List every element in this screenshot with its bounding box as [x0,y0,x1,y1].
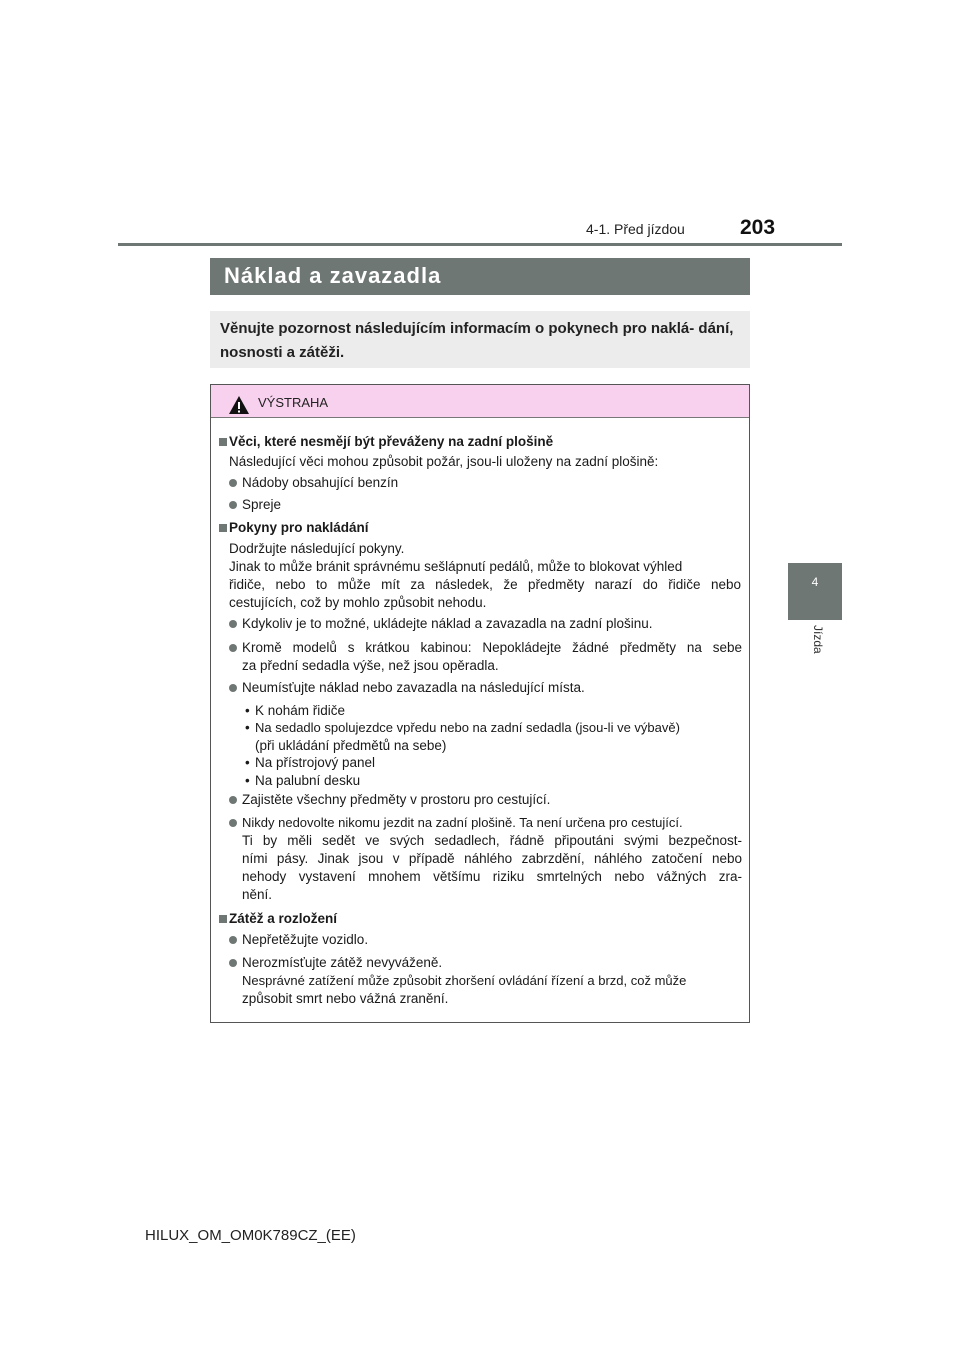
list-item: nění. [242,887,273,902]
paragraph-text: Následující věci mohou způsobit požár, jsou-li uloženy na zadní plošině: [229,454,659,469]
list-item: nehody vystavení mnohem většímu riziku smrtelných nebo vážných zra- [242,869,742,884]
page-number: 203 [740,216,776,239]
paragraph-text: Dodržujte následující pokyny. [229,541,405,556]
document-code-footer: HILUX_OM_OM0K789CZ_(EE) [145,1227,356,1244]
dash-bullet: • [245,703,250,718]
section-heading: Věci, které nesmějí být převáženy na zadní plošině [229,434,554,449]
list-item: způsobit smrt nebo vážná zranění. [242,991,449,1006]
warning-box [210,384,750,1023]
circle-bullet-icon [229,959,237,967]
circle-bullet-icon [229,819,237,827]
square-bullet-icon [219,915,227,923]
section-heading: Pokyny pro nakládání [229,520,369,535]
square-bullet-icon [219,438,227,446]
circle-bullet-icon [229,684,237,692]
list-item: Kdykoliv je to možné, ukládejte náklad a zavazadla na zadní plošinu. [242,616,653,631]
chapter-tab-label: Jízda [811,625,825,654]
square-bullet-icon [219,524,227,532]
list-item: Nerozmísťujte zátěž nevyváženě. [242,955,443,970]
chapter-tab-number: 4 [811,575,819,589]
warning-title: VÝSTRAHA [258,395,329,410]
list-item: Ti by měli sedět ve svých sedadlech, řádně připoutáni svými bezpečnost- [242,833,742,848]
circle-bullet-icon [229,501,237,509]
warning-header [211,385,749,418]
paragraph-text: cestujících, což by mohlo způsobit nehodu. [229,595,487,610]
section-heading: Zátěž a rozložení [229,911,338,926]
sub-list-item: Na přístrojový panel [255,755,376,770]
list-item: Nepřetěžujte vozidlo. [242,932,369,947]
dash-bullet: • [245,773,250,788]
intro-text: Věnujte pozornost následujícím informacím o pokynech pro naklá- dání, nosnosti a zátěži. [220,320,734,361]
sub-list-item: Na palubní desku [255,773,361,788]
list-item: Zajistěte všechny předměty v prostoru pro cestující. [242,792,551,807]
circle-bullet-icon [229,644,237,652]
list-item: Nikdy nedovolte nikomu jezdit na zadní plošině. Ta není určena pro cestující. [242,815,683,830]
chapter-tab[interactable] [788,563,842,620]
dash-bullet: • [245,755,250,770]
section-breadcrumb: 4-1. Před jízdou [586,221,685,237]
paragraph-text: Jinak to může bránit správnému sešlápnutí pedálů, může to blokovat výhled [229,559,683,574]
header-divider [118,243,842,246]
page-title-bar [210,258,750,295]
circle-bullet-icon [229,936,237,944]
intro-box [210,311,750,368]
circle-bullet-icon [229,620,237,628]
list-item: za přední sedadla výše, než jsou opěradla. [242,658,499,673]
sub-list-item: (při ukládání předmětů na sebe) [255,738,447,753]
list-item: Nesprávné zatížení může způsobit zhoršení ovládání řízení a brzd, což může [242,973,687,988]
dash-bullet: • [245,720,250,735]
sub-list-item: Na sedadlo spolujezdce vpředu nebo na zadní sedadla (jsou-li ve výbavě) [255,720,680,735]
list-item: Nádoby obsahující benzín [242,475,399,490]
circle-bullet-icon [229,479,237,487]
warning-triangle-icon [228,395,250,415]
list-item: Neumísťujte náklad nebo zavazadla na následující místa. [242,680,585,695]
page-title: Náklad a zavazadla [224,263,442,288]
sub-list-item: K nohám řidiče [255,703,346,718]
circle-bullet-icon [229,796,237,804]
paragraph-text: řidiče, nebo to může mít za následek, že předměty narazí do řidiče nebo [229,577,741,592]
list-item: ními pásy. Jinak jsou v případě náhlého zabrzdění, náhlého zatočení nebo [242,851,742,866]
list-item: Kromě modelů s krátkou kabinou: Nepokládejte žádné předměty na sebe [242,640,742,655]
list-item: Spreje [242,497,282,512]
